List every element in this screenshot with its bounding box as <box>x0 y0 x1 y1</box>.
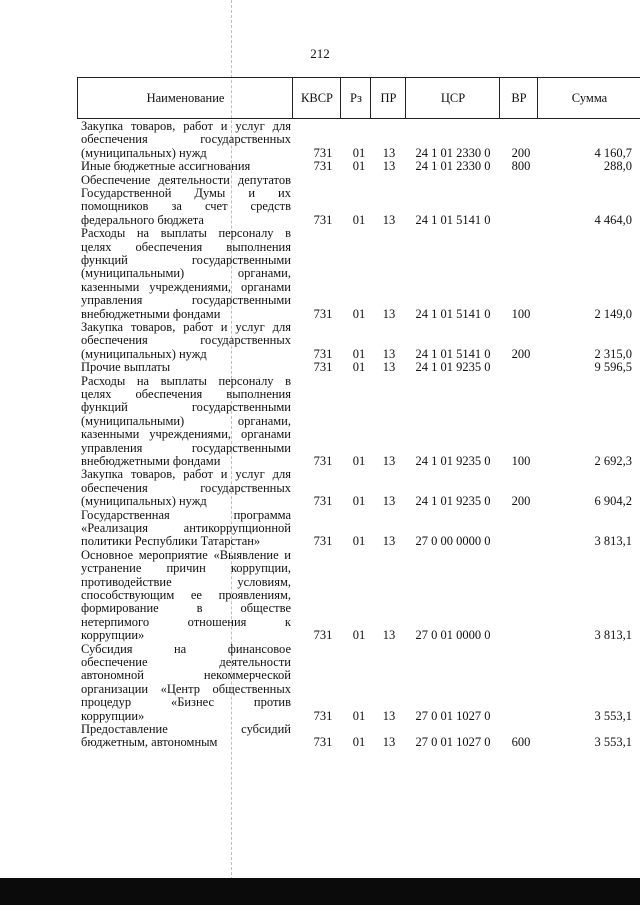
row-name-line: внебюджетными фондами <box>81 306 221 321</box>
row-name-line: Расходы на выплаты персоналу в <box>81 373 291 388</box>
table-row <box>81 643 636 723</box>
row-pr: 13 <box>382 145 396 160</box>
row-name-line: процедур «Бизнес против <box>81 695 291 710</box>
row-name <box>81 375 291 469</box>
row-kvsr: 731 <box>313 360 333 375</box>
row-name-line: Предоставление субсидий <box>81 722 291 736</box>
row-name-line: федерального бюджета <box>81 212 204 227</box>
row-name-line: казенными учреждениями, органами <box>81 279 291 294</box>
row-csr: 27 0 01 0000 0 <box>415 628 491 643</box>
header-name: Наименование <box>77 78 293 118</box>
row-vr: 800 <box>511 159 531 174</box>
row-sum: 2 149,0 <box>594 306 632 321</box>
row-name-line: коррупции» <box>81 628 145 643</box>
table-row <box>81 549 636 643</box>
row-csr: 27 0 00 0000 0 <box>415 534 491 549</box>
row-name-line: функций государственными <box>81 253 291 267</box>
row-vr: 600 <box>511 735 531 750</box>
row-name-line: Прочие выплаты <box>81 360 171 375</box>
row-rz: 01 <box>352 212 366 227</box>
row-kvsr: 731 <box>313 306 333 321</box>
row-name-line: целях обеспечения выполнения <box>81 387 291 401</box>
row-rz: 01 <box>352 346 366 361</box>
row-name-line: обеспечения государственных <box>81 333 291 348</box>
row-name-line: (муниципальными) органами, <box>81 266 291 281</box>
row-csr: 24 1 01 5141 0 <box>415 346 491 361</box>
table-row <box>81 723 636 750</box>
row-kvsr: 731 <box>313 534 333 549</box>
row-name-line: организации «Центр общественных <box>81 681 291 696</box>
row-name-line: Иные бюджетные ассигнования <box>81 159 251 174</box>
row-pr: 13 <box>382 534 396 549</box>
row-name-line: (муниципальных) нужд <box>81 145 207 160</box>
row-name-line: Субсидия на финансовое <box>81 641 291 656</box>
header-sum: Сумма <box>537 78 640 118</box>
row-csr: 24 1 01 5141 0 <box>415 306 491 321</box>
row-kvsr: 731 <box>313 628 333 643</box>
row-name-line: Закупка товаров, работ и услуг для <box>81 467 291 482</box>
table-row <box>81 160 636 173</box>
row-rz: 01 <box>352 494 366 509</box>
row-name-line: «Реализация антикоррупционной <box>81 521 291 535</box>
row-pr: 13 <box>382 212 396 227</box>
row-sum: 9 596,5 <box>594 360 632 375</box>
scan-bottom-band <box>0 878 640 905</box>
row-sum: 3 813,1 <box>594 534 632 549</box>
row-name-line: (муниципальными) органами, <box>81 413 291 428</box>
row-name-line: коррупции» <box>81 708 145 723</box>
row-name-line: (муниципальных) нужд <box>81 494 207 509</box>
row-rz: 01 <box>352 453 366 468</box>
table-row <box>81 375 636 469</box>
table-row <box>81 509 636 549</box>
row-csr: 24 1 01 9235 0 <box>415 494 491 509</box>
header-pr: ПР <box>370 78 406 118</box>
row-csr: 24 1 01 5141 0 <box>415 212 491 227</box>
row-kvsr: 731 <box>313 212 333 227</box>
table-row <box>81 120 636 160</box>
row-name <box>81 468 291 508</box>
row-pr: 13 <box>382 346 396 361</box>
row-pr: 13 <box>382 494 396 509</box>
header-rz: Рз <box>340 78 371 118</box>
row-kvsr: 731 <box>313 494 333 509</box>
row-sum: 3 553,1 <box>594 735 632 750</box>
row-name-line: Государственной Думы и их <box>81 186 291 200</box>
row-name <box>81 321 291 361</box>
table-row <box>81 321 636 361</box>
row-csr: 27 0 01 1027 0 <box>415 708 491 723</box>
row-name-line: целях обеспечения выполнения <box>81 239 291 254</box>
row-sum: 4 464,0 <box>594 212 632 227</box>
row-name-line: функций государственными <box>81 400 291 415</box>
row-rz: 01 <box>352 735 366 750</box>
row-rz: 01 <box>352 628 366 643</box>
row-name-line: обеспечение деятельности <box>81 655 291 669</box>
row-name-line: бюджетным, автономным <box>81 735 218 750</box>
row-name <box>81 549 291 643</box>
row-vr: 200 <box>511 145 531 160</box>
row-rz: 01 <box>352 534 366 549</box>
row-name-line: казенными учреждениями, органами <box>81 427 291 442</box>
row-name <box>81 227 291 321</box>
row-pr: 13 <box>382 628 396 643</box>
row-vr: 200 <box>511 494 531 509</box>
row-name-line: противодействие условиям, <box>81 574 291 589</box>
row-name-line: Закупка товаров, работ и услуг для <box>81 119 291 133</box>
table-row <box>81 468 636 508</box>
row-name-line: помощников за счет средств <box>81 199 291 214</box>
row-kvsr: 731 <box>313 145 333 160</box>
row-name <box>81 509 291 549</box>
row-csr: 24 1 01 2330 0 <box>415 145 491 160</box>
row-sum: 4 160,7 <box>594 145 632 160</box>
row-pr: 13 <box>382 360 396 375</box>
row-name-line: управления государственными <box>81 293 291 308</box>
row-rz: 01 <box>352 708 366 723</box>
row-name-line: Основное мероприятие «Выявление и <box>81 547 291 562</box>
row-sum: 2 315,0 <box>594 346 632 361</box>
table-row <box>81 227 636 321</box>
table-row <box>81 361 636 374</box>
row-name-line: обеспечения государственных <box>81 480 291 495</box>
row-vr: 100 <box>511 453 531 468</box>
row-name-line: обеспечения государственных <box>81 132 291 147</box>
table-row <box>81 174 636 228</box>
row-sum: 288,0 <box>603 159 632 174</box>
table-header <box>77 77 640 119</box>
page-number: 212 <box>310 46 330 61</box>
row-rz: 01 <box>352 159 366 174</box>
row-pr: 13 <box>382 159 396 174</box>
row-name-line: Государственная программа <box>81 507 291 522</box>
row-vr: 100 <box>511 306 531 321</box>
row-name-line: (муниципальных) нужд <box>81 346 207 361</box>
header-vr: ВР <box>499 78 538 118</box>
row-name-line: Закупка товаров, работ и услуг для <box>81 320 291 334</box>
row-name <box>81 120 291 160</box>
row-csr: 24 1 01 2330 0 <box>415 159 491 174</box>
row-name-line: внебюджетными фондами <box>81 454 221 469</box>
row-name-line: устранение причин коррупции, <box>81 561 291 576</box>
row-kvsr: 731 <box>313 453 333 468</box>
header-csr: ЦСР <box>405 78 500 118</box>
row-kvsr: 731 <box>313 708 333 723</box>
row-sum: 6 904,2 <box>594 494 632 509</box>
row-rz: 01 <box>352 145 366 160</box>
row-csr: 27 0 01 1027 0 <box>415 735 491 750</box>
row-name-line: Расходы на выплаты персоналу в <box>81 226 291 241</box>
row-name <box>81 160 291 173</box>
row-name-line: формирование в обществе <box>81 601 291 616</box>
row-kvsr: 731 <box>313 346 333 361</box>
row-sum: 2 692,3 <box>594 453 632 468</box>
row-name <box>81 174 291 228</box>
row-name-line: нетерпимого отношения к <box>81 614 291 629</box>
row-name <box>81 361 291 374</box>
row-sum: 3 553,1 <box>594 708 632 723</box>
row-name-line: автономной некоммерческой <box>81 668 291 683</box>
row-vr: 200 <box>511 346 531 361</box>
row-pr: 13 <box>382 453 396 468</box>
row-name <box>81 723 291 750</box>
row-name-line: способствующим ее проявлениям, <box>81 588 291 603</box>
row-name-line: Обеспечение деятельности депутатов <box>81 172 291 187</box>
row-rz: 01 <box>352 306 366 321</box>
row-pr: 13 <box>382 708 396 723</box>
row-name-line: управления государственными <box>81 440 291 455</box>
row-kvsr: 731 <box>313 735 333 750</box>
row-name <box>81 643 291 723</box>
row-name-line: политики Республики Татарстан» <box>81 534 261 549</box>
header-kvsr: КВСР <box>292 78 341 118</box>
row-csr: 24 1 01 9235 0 <box>415 360 491 375</box>
row-rz: 01 <box>352 360 366 375</box>
row-kvsr: 731 <box>313 159 333 174</box>
row-pr: 13 <box>382 735 396 750</box>
row-csr: 24 1 01 9235 0 <box>415 453 491 468</box>
row-sum: 3 813,1 <box>594 628 632 643</box>
row-pr: 13 <box>382 306 396 321</box>
